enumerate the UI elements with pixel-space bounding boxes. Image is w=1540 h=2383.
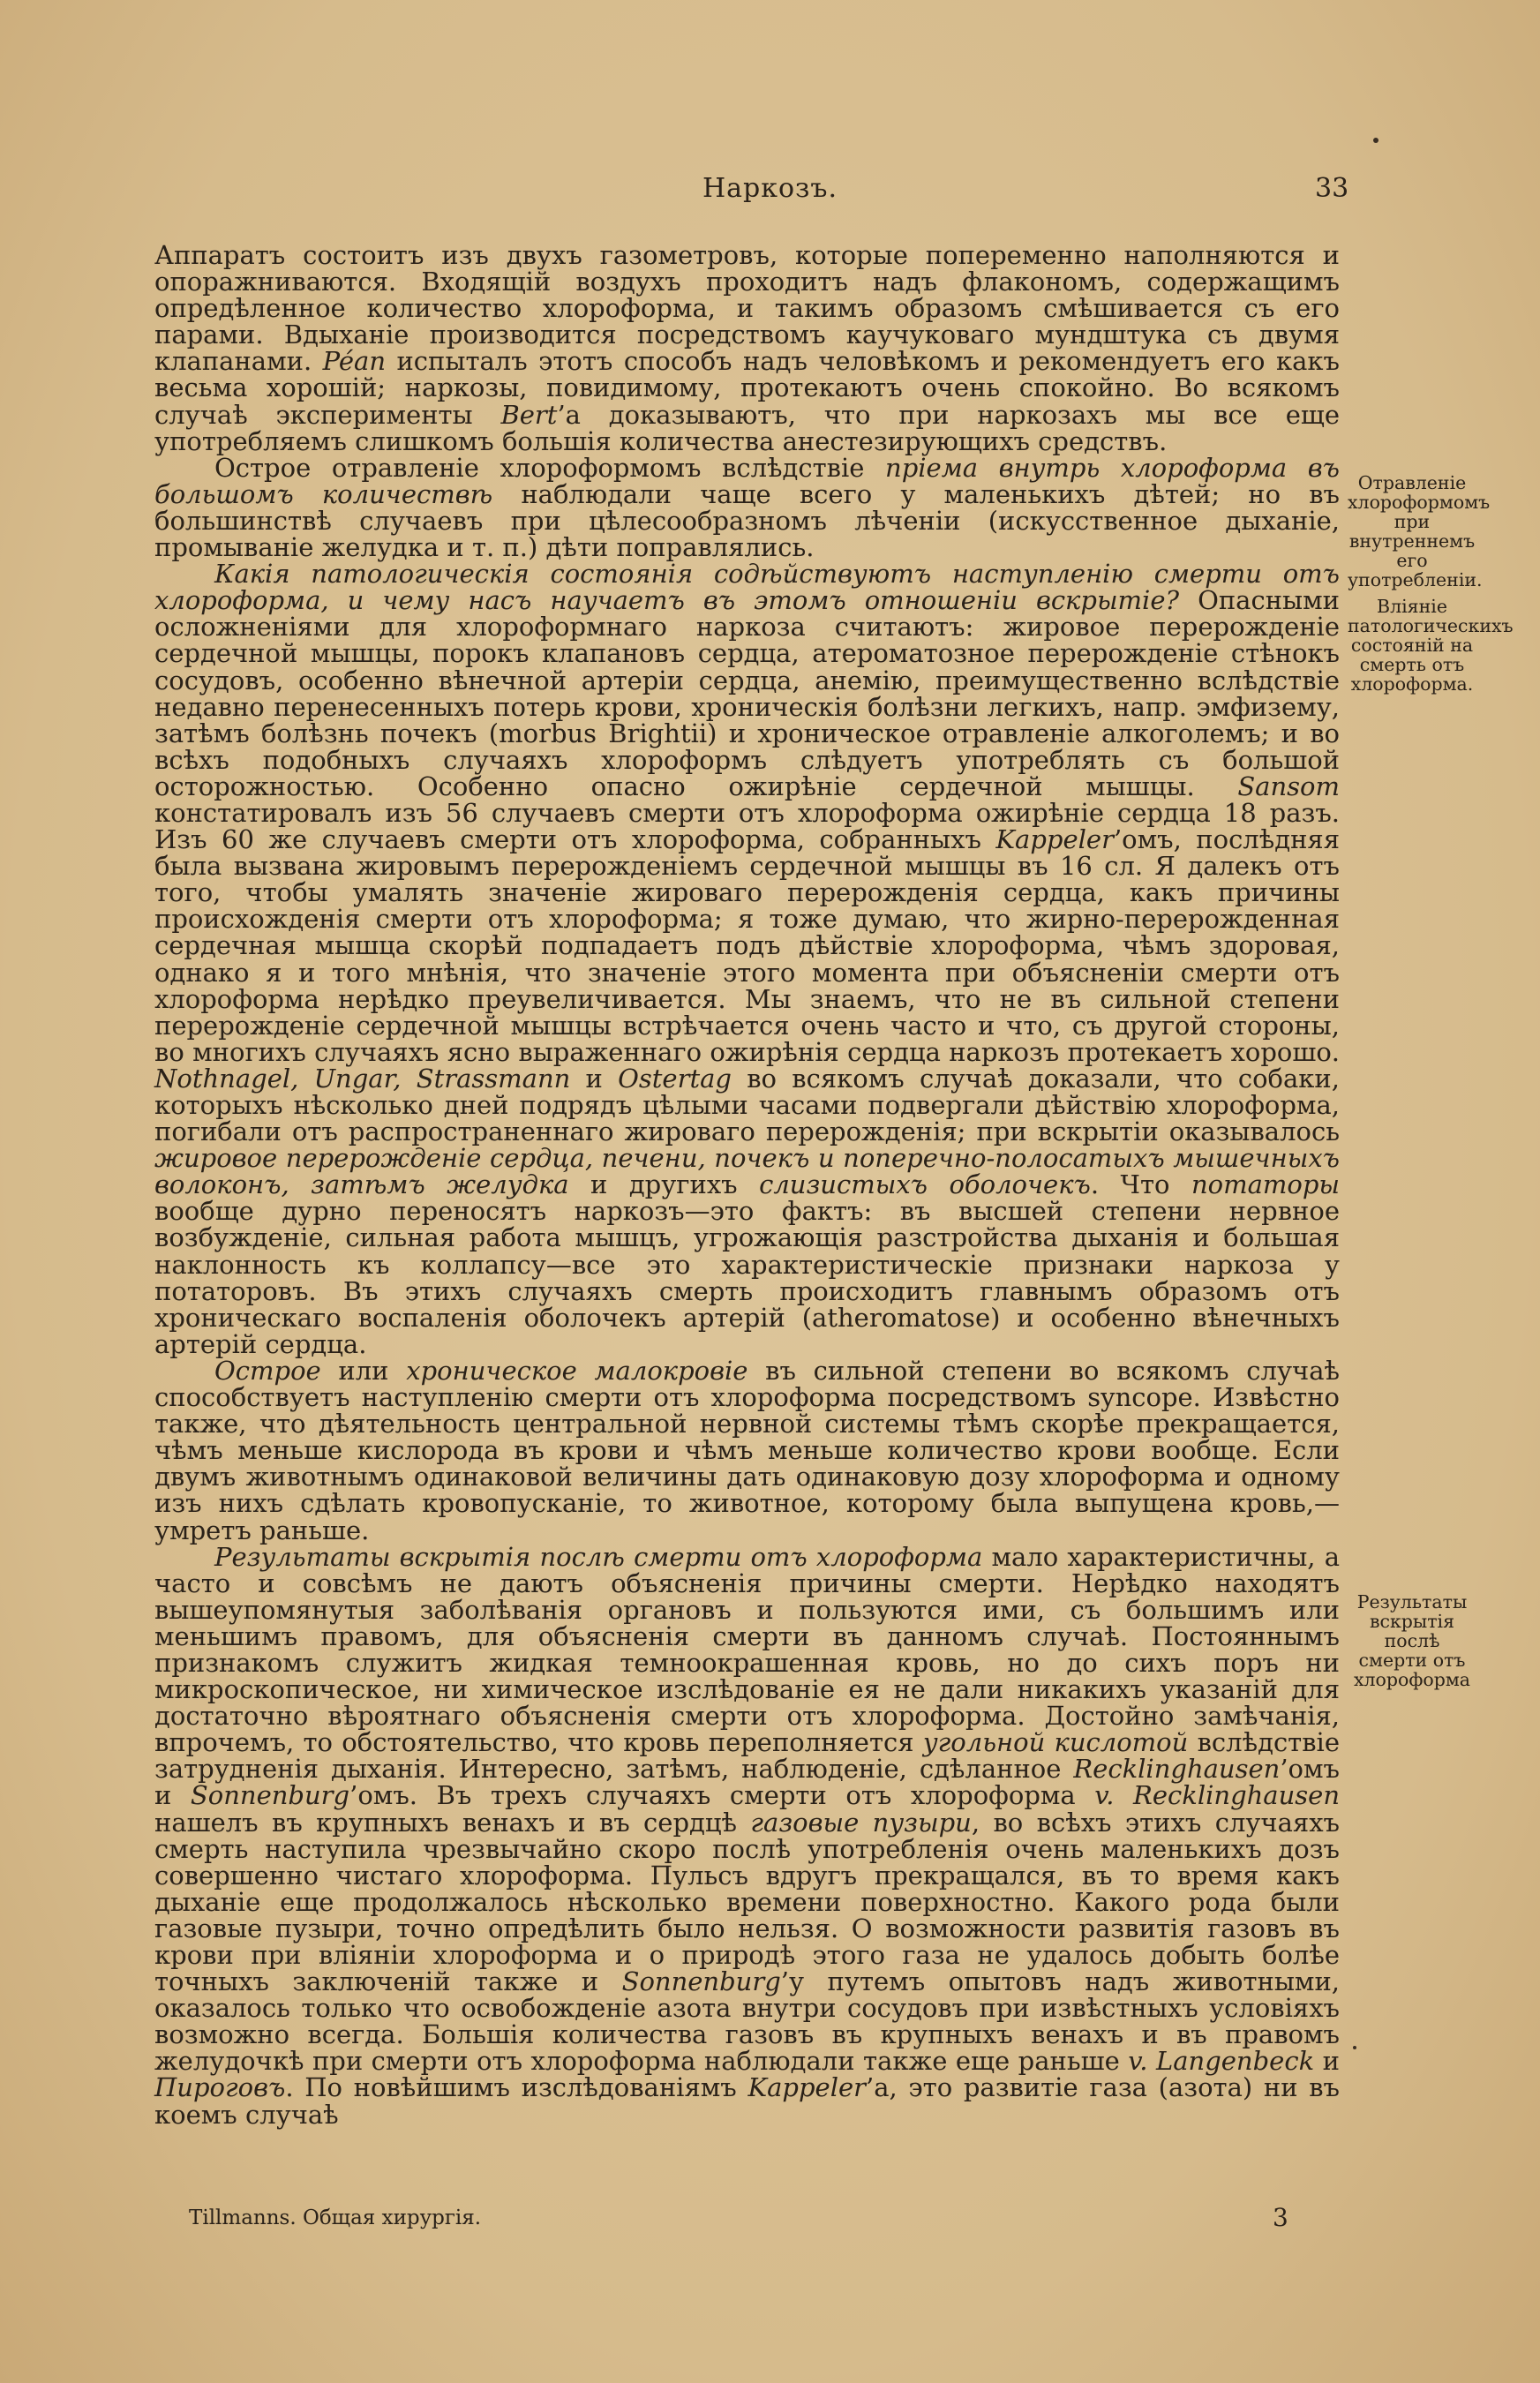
margin-note-oral-poisoning: Отравленіе хлороформомъ при внутреннемъ его употребленіи. <box>1348 472 1491 590</box>
running-head-title: Наркозъ. <box>702 173 838 204</box>
margin-note-pathological-conditions: Вліяніе патологическихъ состояній на смерть отъ хлороформа. <box>1348 596 1514 695</box>
paragraph-autopsy-results: Результаты вскрытія послѣ смерти отъ хлороформа мало характеристичны, а часто и совсѣмъ не даютъ объясненія причины смерти. Нерѣдко находятъ вышеупомянутыя заболѣванія органовъ и пользуются ими, съ большимъ или меньшимъ правомъ, для объясненія смерти въ данномъ случаѣ. Постояннымъ признакомъ служитъ жидкая темноокрашенная кровь, но до сихъ поръ ни микроскопическое, ни химическое изслѣдованіе ея не дали никакихъ указаній для достаточно вѣроятнаго объясненія смерти отъ хлороформа. Достойно замѣчанія, впрочемъ, то обстоятельство, что кровь переполняется угольной кислотой вслѣдствіе затрудненія дыханія. Интересно, затѣмъ, наблюденіе, сдѣланное Recklinghausen’омъ и Sonnenburg’омъ. Въ трехъ случаяхъ смерти отъ хлороформа v. Recklinghausen нашелъ въ крупныхъ венахъ и въ сердцѣ газовые пузыри, во всѣхъ этихъ случаяхъ смерть наступила чрезвычайно скоро послѣ употребленія очень маленькихъ дозъ совершенно чистаго хлороформа. Пульсъ вдругъ прекращался, въ то время какъ дыханіе еще продолжалось нѣсколько времени поверхностно. Какого рода были газовые пузыри, точно опредѣлить было нельзя. О возможности развитія газовъ въ крови при вліяніи хлороформа и о природѣ этого газа не удалось добыть болѣе точныхъ заключеній также и Sonnenburg’у путемъ опытовъ надъ животными, оказалось только что освобожденіе азота внутри сосудовъ при извѣстныхъ условіяхъ возможно всегда. Большія количества газовъ въ крупныхъ венахъ и въ правомъ желудочкѣ при смерти отъ хлороформа наблюдали также еще раньше v. Langenbeck и Пироговъ. По новѣйшимъ изслѣдованіямъ Kappeler’а, это развитіе газа (азота) ни въ коемъ случаѣ <box>154 1541 1341 2130</box>
footer-sheet-number: 3 <box>1273 2203 1288 2232</box>
page-number: 33 <box>1315 173 1349 204</box>
paragraph-anemia: Острое или хроническое малокровіе въ сильной степени во всякомъ случаѣ способствуетъ наступленію смерти отъ хлороформа посредствомъ syncope. Извѣстно также, что дѣятельность центральной нервной системы тѣмъ скорѣе прекращается, чѣмъ меньше кислорода въ крови и чѣмъ меньше количество крови вообще. Если двумъ животнымъ одинаковой величины дать одинаковую дозу хлороформа и одному изъ нихъ сдѣлать кровопусканіе, то животное, которому была выпущена кровь,—умретъ раньше. <box>154 1355 1340 1545</box>
margin-note-autopsy: Результаты вскрытія послѣ смерти отъ хлороформа <box>1353 1591 1471 1690</box>
body-text <box>154 242 1340 2128</box>
paragraph-oral-poisoning: Острое отравленіе хлороформомъ вслѣдствіе пріема внутрь хлороформа въ большомъ количествѣ наблюдали чаще всего у маленькихъ дѣтей; но въ большинствѣ случаевъ при цѣлесообразномъ лѣченіи (искусственное дыханіе, промываніе желудка и т. п.) дѣти поправлялись. <box>154 452 1341 563</box>
footer-signature: Tillmanns. Общая хирургія. <box>189 2206 482 2229</box>
speck <box>1353 2046 1356 2049</box>
paragraph-apparatus: Аппаратъ состоитъ изъ двухъ газометровъ, которые попеременно наполняются и опоражниваются. Входящій воздухъ проходитъ надъ флакономъ, содержащимъ опредѣленное количество хлороформа, и такимъ образомъ смѣшивается съ его парами. Вдыханіе производится посредствомъ каучуковаго мундштука съ двумя клапанами. Péan испыталъ этотъ способъ надъ человѣкомъ и рекомендуетъ его какъ весьма хорошій; наркозы, повидимому, протекаютъ очень спокойно. Во всякомъ случаѣ эксперименты Bert’а доказываютъ, что при наркозахъ мы все еще употребляемъ слишкомъ большія количества анестезирующихъ средствъ. <box>154 240 1340 456</box>
paragraph-pathological-conditions: Какія патологическія состоянія содѣйствуютъ наступленію смерти отъ хлороформа, и чему насъ научаетъ въ этомъ отношеніи вскрытіе? Опасными осложненіями для хлороформнаго наркоза считаютъ: жировое перерожденіе сердечной мышцы, порокъ клапановъ сердца, атероматозное перерожденіе стѣнокъ сосудовъ, особенно вѣнечной артеріи сердца, анемію, преимущественно вслѣдствіе недавно перенесенныхъ потерь крови, хроническія болѣзни легкихъ, напр. эмфизему, затѣмъ болѣзнь почекъ (morbus Brightii) и хроническое отравленіе алкоголемъ; и во всѣхъ подобныхъ случаяхъ хлороформъ слѣдуетъ употреблять съ большой осторожностью. Особенно опасно ожирѣніе сердечной мышцы. Sansom констатировалъ изъ 56 случаевъ смерти отъ хлороформа ожирѣніе сердца 18 разъ. Изъ 60 же случаевъ смерти отъ хлороформа, собранныхъ Kappeler’омъ, послѣдняя была вызвана жировымъ перерожденіемъ сердечной мышцы въ 16 сл. Я далекъ отъ того, чтобы умалять значеніе жироваго перерожденія сердца, какъ причины происхожденія смерти отъ хлороформа; я тоже думаю, что жирно-перерожденная сердечная мышца скорѣй подпадаетъ подъ дѣйствіе хлороформа, чѣмъ здоровая, однако я и того мнѣнія, что значеніе этого момента при объясненіи смерти отъ хлороформа нерѣдко преувеличивается. Мы знаемъ, что не въ сильной степени перерожденіе сердечной мышцы встрѣчается очень часто и что, съ другой стороны, во многихъ случаяхъ ясно выраженнаго ожирѣнія сердца наркозъ протекаетъ хорошо. Nothnagel, Ungar, Strassmann и Ostertag во всякомъ случаѣ доказали, что собаки, которыхъ нѣсколько дней подрядъ цѣлыми часами подвергали дѣйствію хлороформа, погибали отъ распространеннаго жироваго перерожденія; при вскрытіи оказывалось жировое перерожденіе сердца, печени, почекъ и поперечно-полосатыхъ мышечныхъ волоконъ, затѣмъ желудка и другихъ слизистыхъ оболочекъ. Что потаторы вообще дурно переносятъ наркозъ—это фактъ: въ высшей степени нервное возбужденіе, сильная работа мышцъ, угрожающія разстройства дыханія и большая наклонность къ коллапсу—все это характеристическіе признаки наркоза у потаторовъ. Въ этихъ случаяхъ смерть происходитъ главнымъ образомъ отъ хроническаго воспаленія оболочекъ артерій (atheromatose) и особенно вѣнечныхъ артерій сердца. <box>154 559 1341 1359</box>
speck <box>1373 138 1378 143</box>
